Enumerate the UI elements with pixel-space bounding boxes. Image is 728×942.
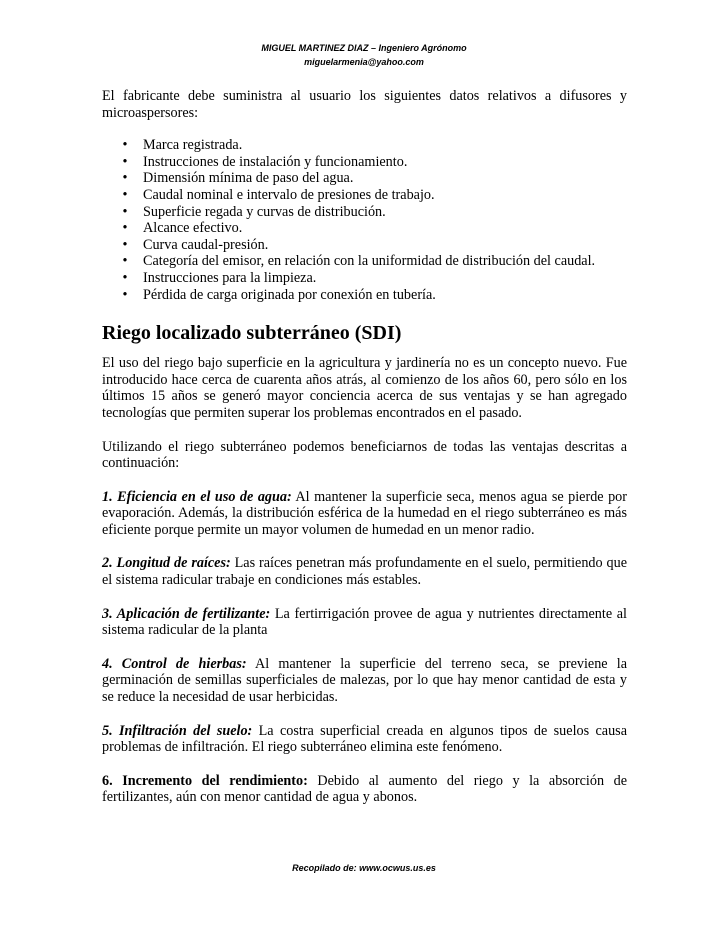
requirements-list — [102, 137, 627, 303]
list-item-text: Marca registrada. — [143, 137, 243, 154]
advantage-text: La fertirrigación provee de agua y nutrientes directamente al sistema radicular de la planta — [102, 605, 627, 639]
bullet-icon: • — [122, 236, 128, 253]
list-item-text: Pérdida de carga originada por conexión en tubería. — [143, 286, 436, 303]
bullet-icon: • — [122, 170, 128, 187]
bullet-icon: • — [122, 137, 128, 154]
list-item — [102, 204, 627, 221]
section-lead-paragraph: Utilizando el riego subterráneo podemos beneficiarnos de todas las ventajas descritas a continuación: — [102, 438, 627, 472]
list-item-text: Instrucciones para la limpieza. — [143, 269, 317, 286]
header-email: miguelarmenia@yahoo.com — [304, 57, 424, 67]
bullet-icon: • — [122, 253, 128, 270]
bullet-icon: • — [122, 203, 128, 220]
bullet-icon: • — [122, 286, 128, 303]
advantage-paragraph — [102, 656, 627, 706]
list-item-text: Categoría del emisor, en relación con la uniformidad de distribución del caudal. — [143, 253, 596, 270]
bullet-icon: • — [122, 186, 128, 203]
intro-paragraph: El fabricante debe suministra al usuario los siguientes datos relativos a difusores y microaspersores: — [102, 88, 627, 121]
page-content — [102, 88, 627, 823]
bullet-icon: • — [122, 269, 128, 286]
bullet-icon: • — [122, 220, 128, 237]
advantage-text: La costra superficial creada en algunos tipos de suelos causa problemas de infiltración. El riego subterráneo elimina este fenómeno. — [102, 722, 627, 756]
list-item — [102, 220, 627, 237]
page-header — [0, 41, 728, 69]
list-item — [102, 137, 627, 154]
advantage-text: Las raíces penetran más profundamente en el suelo, permitiendo que el sistema radicular trabaje en condiciones más estables. — [102, 555, 627, 589]
advantage-heading: 3. Aplicación de fertilizante: — [102, 605, 271, 622]
bullet-icon: • — [122, 153, 128, 170]
section-intro-paragraph: El uso del riego bajo superficie en la agricultura y jardinería no es un concepto nuevo. Fue introducido hace cerca de cuarenta años atrás, al comienzo de los años 60, pero sólo en los últimos 15 años se generó mayor conciencia acerca de sus ventajas y se han agregado tecnologías que permiten superar los problemas encontrados en el pasado. — [102, 355, 627, 421]
list-item — [102, 237, 627, 254]
list-item — [102, 287, 627, 304]
advantage-paragraph — [102, 723, 627, 756]
list-item-text: Alcance efectivo. — [143, 220, 243, 237]
list-item-text: Caudal nominal e intervalo de presiones de trabajo. — [143, 186, 435, 203]
list-item-text: Curva caudal-presión. — [143, 236, 269, 253]
list-item — [102, 170, 627, 187]
advantage-paragraph — [102, 606, 627, 639]
list-item-text: Superficie regada y curvas de distribución. — [143, 203, 386, 220]
advantage-text: Debido al aumento del riego y la absorción de fertilizantes, aún con menor cantidad de agua y abonos. — [102, 772, 627, 806]
advantage-heading: 4. Control de hierbas: — [102, 655, 247, 672]
advantage-heading: 2. Longitud de raíces: — [102, 555, 231, 572]
header-author: MIGUEL MARTINEZ DIAZ – Ingeniero Agrónomo — [261, 43, 467, 53]
list-item-text: Instrucciones de instalación y funcionamiento. — [143, 153, 408, 170]
advantage-paragraph — [102, 489, 627, 539]
advantage-paragraph — [102, 773, 627, 806]
list-item — [102, 154, 627, 171]
list-item — [102, 187, 627, 204]
advantage-text: Al mantener la superficie del terreno seca, se previene la germinación de semillas superficiales de malezas, por lo que hay menor cantidad de esta y se reduce la necesidad de usar herbicidas. — [102, 655, 628, 706]
advantage-text: Al mantener la superficie seca, menos agua se pierde por evaporación. Además, la distribución esférica de la humedad en el riego subterráneo es más eficiente porque permite un mayor volumen de humedad en un menor radio. — [102, 488, 627, 538]
advantage-paragraph — [102, 555, 627, 588]
advantage-heading: 5. Infiltración del suelo: — [102, 722, 253, 739]
section-heading: Riego localizado subterráneo (SDI) — [102, 322, 402, 345]
list-item-text: Dimensión mínima de paso del agua. — [143, 170, 354, 187]
page-footer: Recopilado de: www.ocwus.us.es — [292, 863, 436, 873]
advantage-heading: 1. Eficiencia en el uso de agua: — [102, 488, 292, 505]
list-item — [102, 270, 627, 287]
advantage-heading: 6. Incremento del rendimiento: — [102, 772, 308, 789]
list-item — [102, 253, 627, 270]
